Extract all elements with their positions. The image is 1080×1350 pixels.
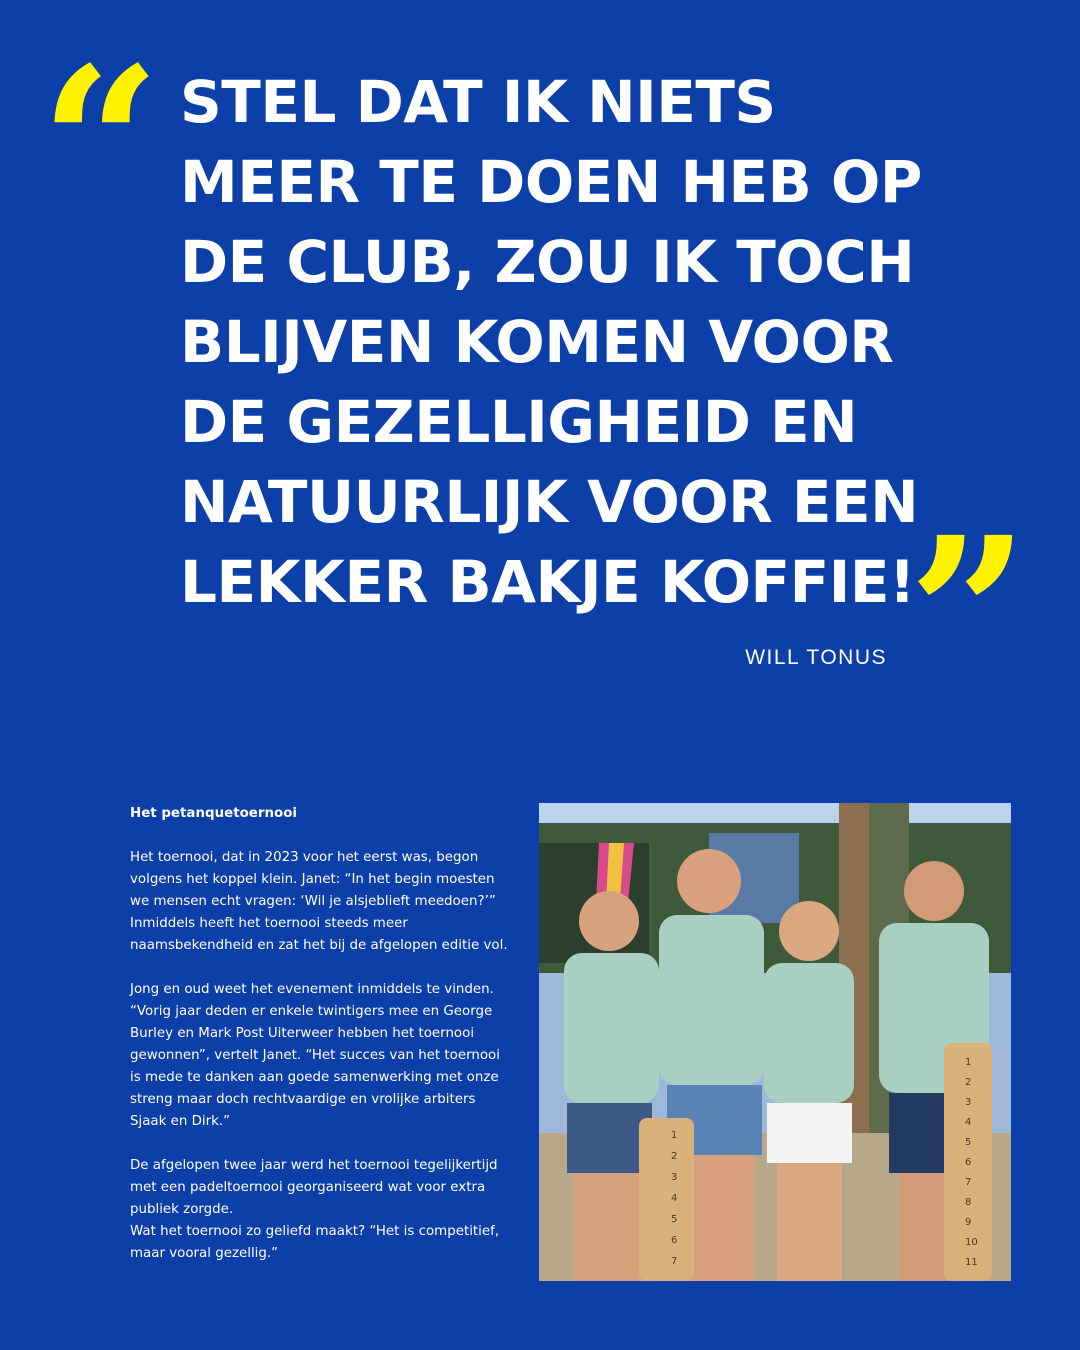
scoreboard-number: 7: [671, 1256, 678, 1267]
scoreboard-number: 4: [671, 1193, 678, 1204]
scoreboard-number: 6: [965, 1157, 972, 1168]
article-paragraph: Wat het toernooi zo geliefd maakt? “Het is competitief, maar vooral gezellig.”: [130, 1224, 500, 1261]
article-paragraph: Het toernooi, dat in 2023 voor het eerst was, begon volgens het koppel klein. Janet: “In het begin moesten we mensen echt vragen: ‘Wil je alsjeblieft meedoen?’” Inmiddels heeft het toernooi steeds meer naamsbekendheid en zat het bij de afgelopen editie vol.: [130, 850, 508, 953]
scoreboard-number: 7: [965, 1177, 972, 1188]
quote-line: DE CLUB, ZOU IK TOCH: [180, 228, 915, 296]
article-paragraph: De afgelopen twee jaar werd het toernooi tegelijkertijd met een padeltoernooi georganiseerd wat voor extra publiek zorgde.: [130, 1158, 498, 1217]
scoreboard-number: 4: [965, 1117, 972, 1128]
scoreboard-number: 1: [965, 1057, 972, 1068]
scoreboard-number: 11: [965, 1257, 978, 1268]
scoreboard-number: 1: [671, 1130, 678, 1141]
opening-quote-mark: “: [40, 21, 147, 268]
quote-line: MEER TE DOEN HEB OP: [180, 148, 922, 216]
article-paragraph: Jong en oud weet het evenement inmiddels te vinden. “Vorig jaar deden er enkele twintigers mee en George Burley en Mark Post Uiterweer hebben het toernooi gewonnen”, vertelt Janet. “Het succes van het toernooi is mede te danken aan goede samenwerking met onze streng maar doch rechtvaardige en vrolijke arbiters Sjaak en Dirk.”: [130, 982, 500, 1129]
quote-author: WILL TONUS: [745, 646, 887, 669]
scoreboard-number: 3: [671, 1172, 678, 1183]
quote-line: DE GEZELLIGHEID EN: [180, 388, 858, 456]
quote-line: NATUURLIJK VOOR EEN: [180, 468, 919, 536]
scoreboard-number: 6: [671, 1235, 678, 1246]
scoreboard-number: 3: [965, 1097, 972, 1108]
quote-line: BLIJVEN KOMEN VOOR: [180, 308, 894, 376]
scoreboard-number: 8: [965, 1197, 972, 1208]
scoreboard-number: 9: [965, 1217, 972, 1228]
scoreboard-number: 5: [965, 1137, 972, 1148]
scoreboard-number: 2: [671, 1151, 678, 1162]
quote-text: [180, 62, 940, 622]
quote-line: STEL DAT IK NIETS: [180, 68, 776, 136]
article: [130, 803, 510, 1265]
scoreboard-number: 5: [671, 1214, 678, 1225]
closing-quote-mark: ”: [908, 491, 1015, 738]
quote-line: LEKKER BAKJE KOFFIE!: [180, 548, 915, 616]
scoreboard-number: 2: [965, 1077, 972, 1088]
scoreboard-number: 10: [965, 1237, 978, 1248]
group-photo: [539, 803, 1011, 1281]
article-heading: Het petanquetoernooi: [130, 806, 297, 821]
